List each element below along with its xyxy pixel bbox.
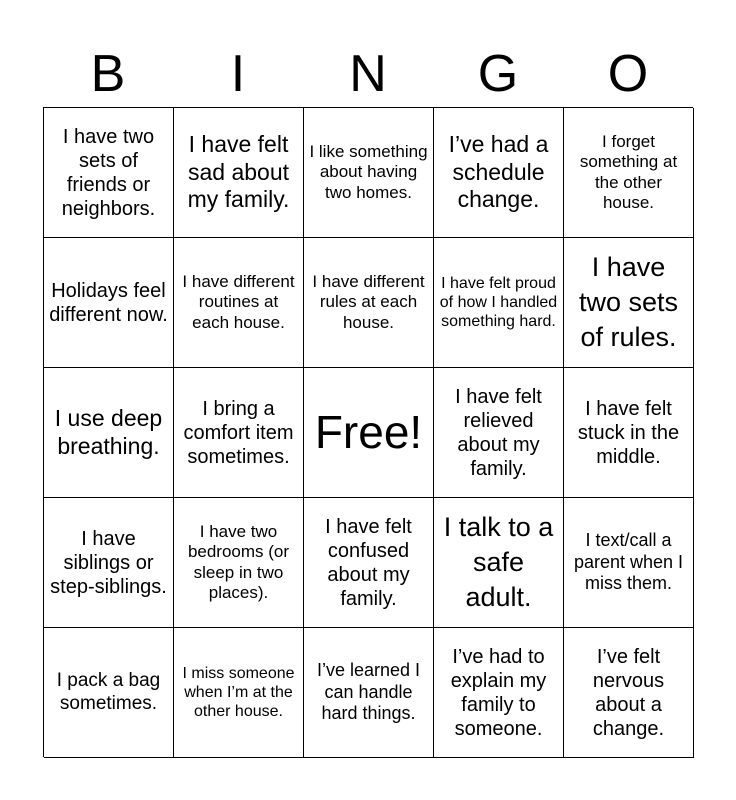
bingo-header [43,44,693,104]
header-letter-g: G [477,45,519,103]
bingo-cell[interactable]: I have different rules at each house. [304,238,434,368]
bingo-cell[interactable]: I have felt proud of how I handled something hard. [434,238,564,368]
bingo-cell[interactable]: I have felt stuck in the middle. [564,368,694,498]
bingo-cell[interactable]: I’ve learned I can handle hard things. [304,628,434,758]
bingo-cell[interactable]: I talk to a safe adult. [434,498,564,628]
bingo-cell[interactable]: I have felt confused about my family. [304,498,434,628]
header-letter-b: B [90,45,126,103]
bingo-cell[interactable]: I have two bedrooms (or sleep in two places). [174,498,304,628]
bingo-cell[interactable]: I have two sets of rules. [564,238,694,368]
bingo-cell[interactable]: I miss someone when I’m at the other house. [174,628,304,758]
header-letter-i: I [230,45,246,103]
bingo-card [43,107,693,757]
header-letter-o: O [607,45,649,103]
bingo-cell[interactable]: I forget something at the other house. [564,108,694,238]
bingo-cell[interactable]: I have felt relieved about my family. [434,368,564,498]
bingo-cell[interactable]: I like something about having two homes. [304,108,434,238]
bingo-cell[interactable]: I have two sets of friends or neighbors. [44,108,174,238]
bingo-cell[interactable]: I have felt sad about my family. [174,108,304,238]
bingo-cell[interactable]: I text/call a parent when I miss them. [564,498,694,628]
free-space[interactable]: Free! [304,368,434,498]
bingo-cell[interactable]: I pack a bag sometimes. [44,628,174,758]
header-letter-n: N [349,45,387,103]
bingo-cell[interactable]: I’ve felt nervous about a change. [564,628,694,758]
bingo-cell[interactable]: I’ve had to explain my family to someone. [434,628,564,758]
bingo-cell[interactable]: I have different routines at each house. [174,238,304,368]
bingo-cell[interactable]: I’ve had a schedule change. [434,108,564,238]
bingo-cell[interactable]: I use deep breathing. [44,368,174,498]
bingo-cell[interactable]: I have siblings or step-siblings. [44,498,174,628]
bingo-cell[interactable]: I bring a comfort item sometimes. [174,368,304,498]
bingo-cell[interactable]: Holidays feel different now. [44,238,174,368]
